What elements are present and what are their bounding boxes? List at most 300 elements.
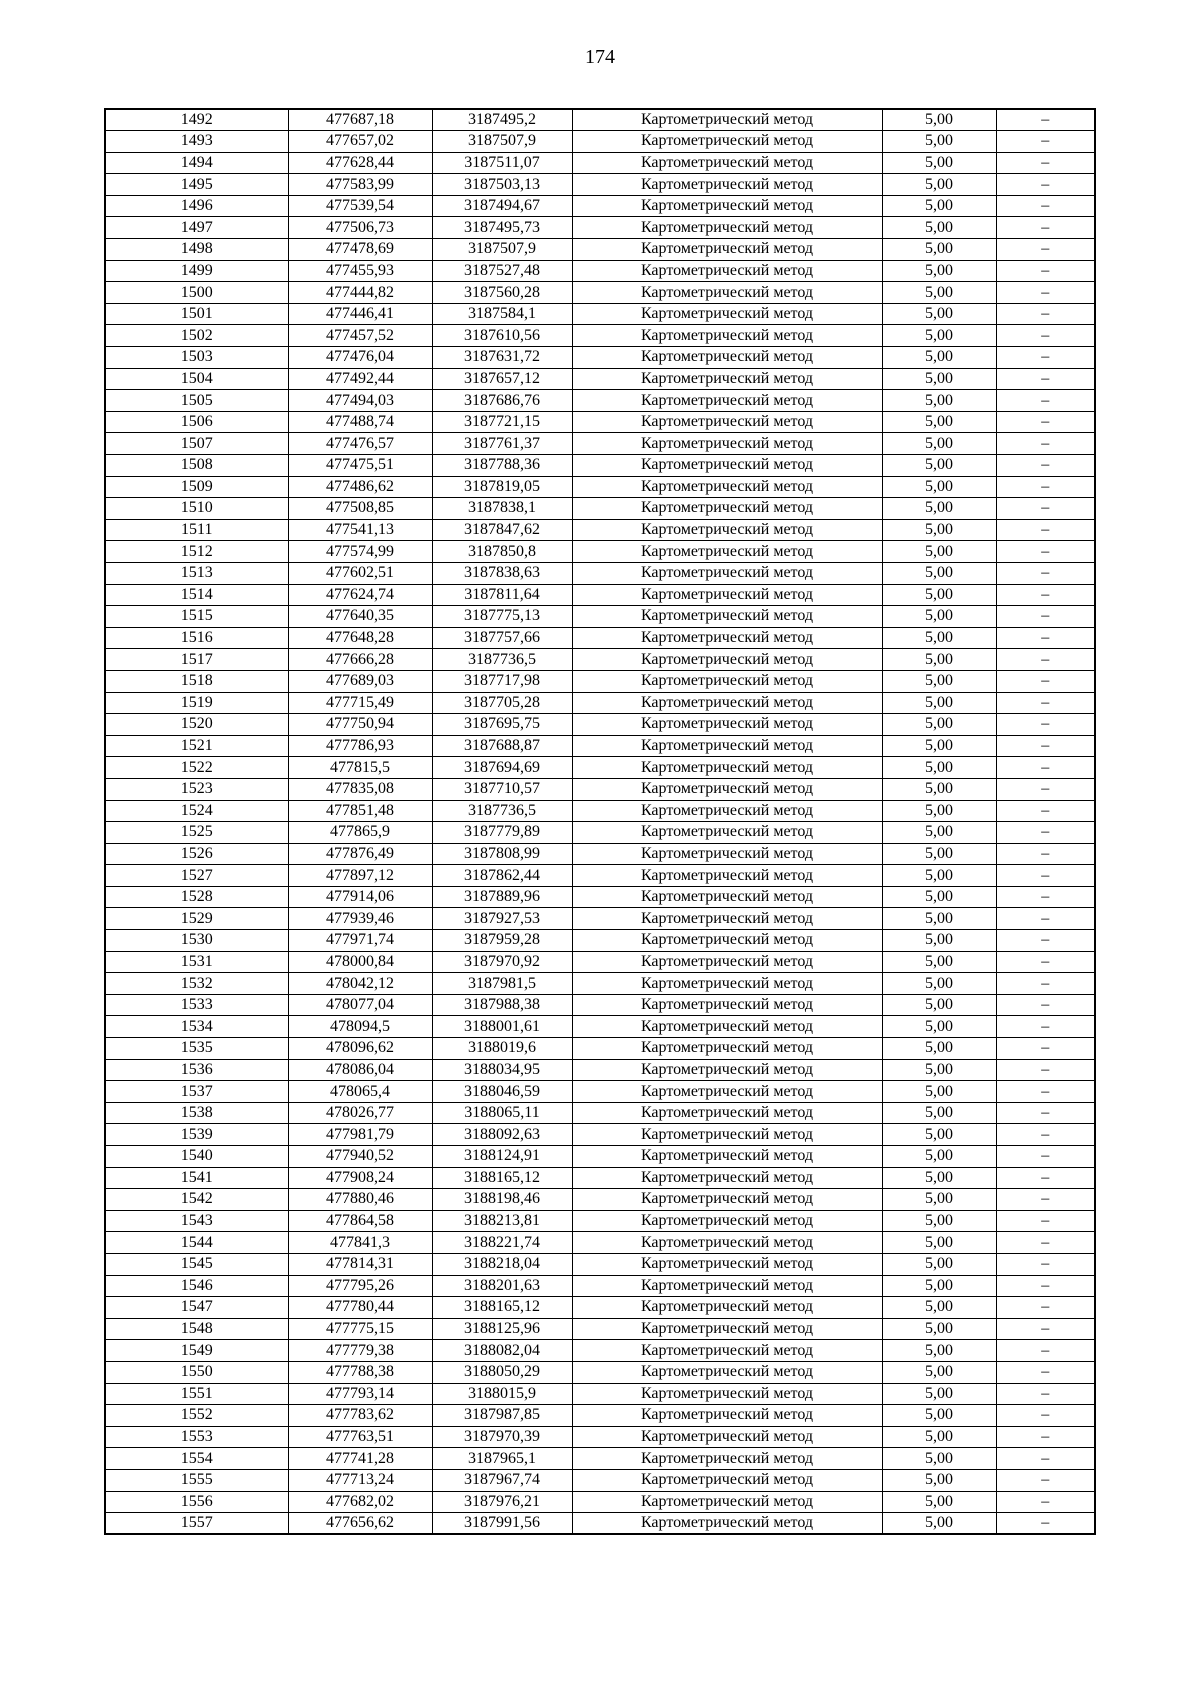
- note-cell: –: [996, 131, 1095, 153]
- accuracy-cell: 5,00: [882, 994, 996, 1016]
- y-coordinate-cell: 3187967,74: [432, 1469, 572, 1491]
- table-row: [105, 1146, 1095, 1168]
- accuracy-cell: 5,00: [882, 174, 996, 196]
- y-coordinate-cell: 3187584,1: [432, 303, 572, 325]
- method-cell: Картометрический метод: [572, 1124, 882, 1146]
- note-cell: –: [996, 1081, 1095, 1103]
- x-coordinate-cell: 477793,14: [288, 1383, 432, 1405]
- point-number-cell: 1539: [105, 1124, 288, 1146]
- note-cell: –: [996, 973, 1095, 995]
- note-cell: –: [996, 152, 1095, 174]
- accuracy-cell: 5,00: [882, 627, 996, 649]
- x-coordinate-cell: 477814,31: [288, 1253, 432, 1275]
- x-coordinate-cell: 477539,54: [288, 195, 432, 217]
- y-coordinate-cell: 3187721,15: [432, 411, 572, 433]
- note-cell: –: [996, 1513, 1095, 1535]
- note-cell: –: [996, 455, 1095, 477]
- y-coordinate-cell: 3187838,1: [432, 498, 572, 520]
- table-row: [105, 1038, 1095, 1060]
- method-cell: Картометрический метод: [572, 152, 882, 174]
- x-coordinate-cell: 478086,04: [288, 1059, 432, 1081]
- table-row: [105, 1383, 1095, 1405]
- y-coordinate-cell: 3187850,8: [432, 541, 572, 563]
- note-cell: –: [996, 1361, 1095, 1383]
- note-cell: –: [996, 757, 1095, 779]
- note-cell: –: [996, 325, 1095, 347]
- x-coordinate-cell: 477835,08: [288, 778, 432, 800]
- method-cell: Картометрический метод: [572, 131, 882, 153]
- table-row: [105, 152, 1095, 174]
- table-row: [105, 347, 1095, 369]
- x-coordinate-cell: 478042,12: [288, 973, 432, 995]
- note-cell: –: [996, 714, 1095, 736]
- y-coordinate-cell: 3187976,21: [432, 1491, 572, 1513]
- accuracy-cell: 5,00: [882, 325, 996, 347]
- point-number-cell: 1551: [105, 1383, 288, 1405]
- accuracy-cell: 5,00: [882, 1124, 996, 1146]
- note-cell: –: [996, 390, 1095, 412]
- x-coordinate-cell: 477783,62: [288, 1405, 432, 1427]
- note-cell: –: [996, 606, 1095, 628]
- y-coordinate-cell: 3187507,9: [432, 131, 572, 153]
- y-coordinate-cell: 3188092,63: [432, 1124, 572, 1146]
- table-row: [105, 1124, 1095, 1146]
- y-coordinate-cell: 3188165,12: [432, 1167, 572, 1189]
- method-cell: Картометрический метод: [572, 973, 882, 995]
- y-coordinate-cell: 3187991,56: [432, 1513, 572, 1535]
- x-coordinate-cell: 478096,62: [288, 1038, 432, 1060]
- accuracy-cell: 5,00: [882, 930, 996, 952]
- table-row: [105, 627, 1095, 649]
- note-cell: –: [996, 649, 1095, 671]
- table-row: [105, 476, 1095, 498]
- x-coordinate-cell: 477574,99: [288, 541, 432, 563]
- table-row: [105, 1340, 1095, 1362]
- method-cell: Картометрический метод: [572, 714, 882, 736]
- accuracy-cell: 5,00: [882, 973, 996, 995]
- note-cell: –: [996, 1146, 1095, 1168]
- accuracy-cell: 5,00: [882, 843, 996, 865]
- note-cell: –: [996, 282, 1095, 304]
- x-coordinate-cell: 478077,04: [288, 994, 432, 1016]
- table-row: [105, 606, 1095, 628]
- accuracy-cell: 5,00: [882, 649, 996, 671]
- method-cell: Картометрический метод: [572, 1275, 882, 1297]
- method-cell: Картометрический метод: [572, 390, 882, 412]
- table-row: [105, 519, 1095, 541]
- x-coordinate-cell: 477971,74: [288, 930, 432, 952]
- table-row: [105, 1102, 1095, 1124]
- point-number-cell: 1531: [105, 951, 288, 973]
- point-number-cell: 1545: [105, 1253, 288, 1275]
- method-cell: Картометрический метод: [572, 606, 882, 628]
- y-coordinate-cell: 3187688,87: [432, 735, 572, 757]
- method-cell: Картометрический метод: [572, 1469, 882, 1491]
- y-coordinate-cell: 3187494,67: [432, 195, 572, 217]
- x-coordinate-cell: 477478,69: [288, 239, 432, 261]
- point-number-cell: 1541: [105, 1167, 288, 1189]
- y-coordinate-cell: 3187511,07: [432, 152, 572, 174]
- accuracy-cell: 5,00: [882, 368, 996, 390]
- point-number-cell: 1538: [105, 1102, 288, 1124]
- y-coordinate-cell: 3188124,91: [432, 1146, 572, 1168]
- x-coordinate-cell: 477628,44: [288, 152, 432, 174]
- table-row: [105, 1189, 1095, 1211]
- coordinates-table-body: [105, 109, 1095, 1534]
- y-coordinate-cell: 3188198,46: [432, 1189, 572, 1211]
- point-number-cell: 1507: [105, 433, 288, 455]
- method-cell: Картометрический метод: [572, 239, 882, 261]
- table-row: [105, 994, 1095, 1016]
- method-cell: Картометрический метод: [572, 195, 882, 217]
- point-number-cell: 1523: [105, 778, 288, 800]
- note-cell: –: [996, 1426, 1095, 1448]
- x-coordinate-cell: 477476,57: [288, 433, 432, 455]
- y-coordinate-cell: 3187775,13: [432, 606, 572, 628]
- method-cell: Картометрический метод: [572, 562, 882, 584]
- point-number-cell: 1530: [105, 930, 288, 952]
- x-coordinate-cell: 477788,38: [288, 1361, 432, 1383]
- accuracy-cell: 5,00: [882, 1081, 996, 1103]
- note-cell: –: [996, 195, 1095, 217]
- method-cell: Картометрический метод: [572, 1189, 882, 1211]
- method-cell: Картометрический метод: [572, 347, 882, 369]
- y-coordinate-cell: 3187959,28: [432, 930, 572, 952]
- y-coordinate-cell: 3188125,96: [432, 1318, 572, 1340]
- x-coordinate-cell: 477648,28: [288, 627, 432, 649]
- note-cell: –: [996, 886, 1095, 908]
- method-cell: Картометрический метод: [572, 217, 882, 239]
- x-coordinate-cell: 477457,52: [288, 325, 432, 347]
- x-coordinate-cell: 478065,4: [288, 1081, 432, 1103]
- point-number-cell: 1501: [105, 303, 288, 325]
- table-row: [105, 1059, 1095, 1081]
- x-coordinate-cell: 477851,48: [288, 800, 432, 822]
- table-row: [105, 1361, 1095, 1383]
- x-coordinate-cell: 477914,06: [288, 886, 432, 908]
- table-row: [105, 1513, 1095, 1535]
- method-cell: Картометрический метод: [572, 411, 882, 433]
- method-cell: Картометрический метод: [572, 109, 882, 131]
- accuracy-cell: 5,00: [882, 217, 996, 239]
- method-cell: Картометрический метод: [572, 1016, 882, 1038]
- point-number-cell: 1534: [105, 1016, 288, 1038]
- x-coordinate-cell: 477488,74: [288, 411, 432, 433]
- method-cell: Картометрический метод: [572, 1253, 882, 1275]
- accuracy-cell: 5,00: [882, 1405, 996, 1427]
- table-row: [105, 195, 1095, 217]
- x-coordinate-cell: 477864,58: [288, 1210, 432, 1232]
- note-cell: –: [996, 843, 1095, 865]
- y-coordinate-cell: 3187705,28: [432, 692, 572, 714]
- method-cell: Картометрический метод: [572, 519, 882, 541]
- note-cell: –: [996, 239, 1095, 261]
- y-coordinate-cell: 3187610,56: [432, 325, 572, 347]
- point-number-cell: 1529: [105, 908, 288, 930]
- note-cell: –: [996, 1318, 1095, 1340]
- method-cell: Картометрический метод: [572, 951, 882, 973]
- table-row: [105, 1426, 1095, 1448]
- accuracy-cell: 5,00: [882, 800, 996, 822]
- method-cell: Картометрический метод: [572, 498, 882, 520]
- x-coordinate-cell: 477780,44: [288, 1297, 432, 1319]
- note-cell: –: [996, 865, 1095, 887]
- method-cell: Картометрический метод: [572, 692, 882, 714]
- point-number-cell: 1508: [105, 455, 288, 477]
- point-number-cell: 1494: [105, 152, 288, 174]
- table-row: [105, 692, 1095, 714]
- accuracy-cell: 5,00: [882, 1513, 996, 1535]
- table-row: [105, 714, 1095, 736]
- x-coordinate-cell: 477492,44: [288, 368, 432, 390]
- note-cell: –: [996, 1275, 1095, 1297]
- y-coordinate-cell: 3188221,74: [432, 1232, 572, 1254]
- note-cell: –: [996, 1405, 1095, 1427]
- method-cell: Картометрический метод: [572, 1102, 882, 1124]
- method-cell: Картометрический метод: [572, 627, 882, 649]
- y-coordinate-cell: 3188034,95: [432, 1059, 572, 1081]
- method-cell: Картометрический метод: [572, 822, 882, 844]
- table-row: [105, 1210, 1095, 1232]
- note-cell: –: [996, 174, 1095, 196]
- x-coordinate-cell: 477741,28: [288, 1448, 432, 1470]
- y-coordinate-cell: 3187717,98: [432, 670, 572, 692]
- accuracy-cell: 5,00: [882, 303, 996, 325]
- y-coordinate-cell: 3188218,04: [432, 1253, 572, 1275]
- accuracy-cell: 5,00: [882, 1189, 996, 1211]
- table-row: [105, 217, 1095, 239]
- point-number-cell: 1540: [105, 1146, 288, 1168]
- note-cell: –: [996, 1448, 1095, 1470]
- point-number-cell: 1552: [105, 1405, 288, 1427]
- x-coordinate-cell: 477940,52: [288, 1146, 432, 1168]
- table-row: [105, 498, 1095, 520]
- accuracy-cell: 5,00: [882, 195, 996, 217]
- x-coordinate-cell: 477657,02: [288, 131, 432, 153]
- point-number-cell: 1516: [105, 627, 288, 649]
- accuracy-cell: 5,00: [882, 606, 996, 628]
- method-cell: Картометрический метод: [572, 1426, 882, 1448]
- table-row: [105, 282, 1095, 304]
- y-coordinate-cell: 3187657,12: [432, 368, 572, 390]
- note-cell: –: [996, 1232, 1095, 1254]
- method-cell: Картометрический метод: [572, 778, 882, 800]
- point-number-cell: 1514: [105, 584, 288, 606]
- accuracy-cell: 5,00: [882, 1340, 996, 1362]
- note-cell: –: [996, 519, 1095, 541]
- table-row: [105, 411, 1095, 433]
- accuracy-cell: 5,00: [882, 670, 996, 692]
- y-coordinate-cell: 3188019,6: [432, 1038, 572, 1060]
- x-coordinate-cell: 477687,18: [288, 109, 432, 131]
- method-cell: Картометрический метод: [572, 800, 882, 822]
- y-coordinate-cell: 3187694,69: [432, 757, 572, 779]
- y-coordinate-cell: 3187838,63: [432, 562, 572, 584]
- note-cell: –: [996, 498, 1095, 520]
- x-coordinate-cell: 477908,24: [288, 1167, 432, 1189]
- y-coordinate-cell: 3187710,57: [432, 778, 572, 800]
- table-row: [105, 1491, 1095, 1513]
- y-coordinate-cell: 3187847,62: [432, 519, 572, 541]
- point-number-cell: 1495: [105, 174, 288, 196]
- note-cell: –: [996, 951, 1095, 973]
- accuracy-cell: 5,00: [882, 347, 996, 369]
- y-coordinate-cell: 3187560,28: [432, 282, 572, 304]
- point-number-cell: 1510: [105, 498, 288, 520]
- accuracy-cell: 5,00: [882, 822, 996, 844]
- x-coordinate-cell: 477508,85: [288, 498, 432, 520]
- method-cell: Картометрический метод: [572, 1081, 882, 1103]
- point-number-cell: 1519: [105, 692, 288, 714]
- accuracy-cell: 5,00: [882, 455, 996, 477]
- note-cell: –: [996, 1491, 1095, 1513]
- method-cell: Картометрический метод: [572, 1146, 882, 1168]
- note-cell: –: [996, 1469, 1095, 1491]
- point-number-cell: 1521: [105, 735, 288, 757]
- table-row: [105, 908, 1095, 930]
- point-number-cell: 1504: [105, 368, 288, 390]
- y-coordinate-cell: 3188165,12: [432, 1297, 572, 1319]
- accuracy-cell: 5,00: [882, 1426, 996, 1448]
- note-cell: –: [996, 930, 1095, 952]
- table-row: [105, 886, 1095, 908]
- accuracy-cell: 5,00: [882, 519, 996, 541]
- note-cell: –: [996, 735, 1095, 757]
- method-cell: Картометрический метод: [572, 930, 882, 952]
- table-row: [105, 1297, 1095, 1319]
- accuracy-cell: 5,00: [882, 1059, 996, 1081]
- table-row: [105, 1275, 1095, 1297]
- accuracy-cell: 5,00: [882, 1275, 996, 1297]
- accuracy-cell: 5,00: [882, 1102, 996, 1124]
- table-row: [105, 930, 1095, 952]
- y-coordinate-cell: 3187811,64: [432, 584, 572, 606]
- point-number-cell: 1506: [105, 411, 288, 433]
- point-number-cell: 1509: [105, 476, 288, 498]
- x-coordinate-cell: 477815,5: [288, 757, 432, 779]
- point-number-cell: 1527: [105, 865, 288, 887]
- note-cell: –: [996, 433, 1095, 455]
- x-coordinate-cell: 477689,03: [288, 670, 432, 692]
- table-row: [105, 865, 1095, 887]
- note-cell: –: [996, 1124, 1095, 1146]
- accuracy-cell: 5,00: [882, 1038, 996, 1060]
- table-row: [105, 174, 1095, 196]
- method-cell: Картометрический метод: [572, 843, 882, 865]
- note-cell: –: [996, 411, 1095, 433]
- table-row: [105, 1016, 1095, 1038]
- accuracy-cell: 5,00: [882, 1253, 996, 1275]
- method-cell: Картометрический метод: [572, 994, 882, 1016]
- accuracy-cell: 5,00: [882, 908, 996, 930]
- table-row: [105, 973, 1095, 995]
- x-coordinate-cell: 477455,93: [288, 260, 432, 282]
- x-coordinate-cell: 477640,35: [288, 606, 432, 628]
- x-coordinate-cell: 477841,3: [288, 1232, 432, 1254]
- table-row: [105, 390, 1095, 412]
- method-cell: Картометрический метод: [572, 1297, 882, 1319]
- table-row: [105, 670, 1095, 692]
- table-row: [105, 1081, 1095, 1103]
- table-row: [105, 1448, 1095, 1470]
- x-coordinate-cell: 477682,02: [288, 1491, 432, 1513]
- y-coordinate-cell: 3187779,89: [432, 822, 572, 844]
- accuracy-cell: 5,00: [882, 1232, 996, 1254]
- note-cell: –: [996, 303, 1095, 325]
- note-cell: –: [996, 1038, 1095, 1060]
- table-row: [105, 131, 1095, 153]
- point-number-cell: 1522: [105, 757, 288, 779]
- note-cell: –: [996, 1167, 1095, 1189]
- table-row: [105, 562, 1095, 584]
- point-number-cell: 1513: [105, 562, 288, 584]
- method-cell: Картометрический метод: [572, 1232, 882, 1254]
- point-number-cell: 1547: [105, 1297, 288, 1319]
- point-number-cell: 1537: [105, 1081, 288, 1103]
- method-cell: Картометрический метод: [572, 282, 882, 304]
- method-cell: Картометрический метод: [572, 476, 882, 498]
- note-cell: –: [996, 217, 1095, 239]
- y-coordinate-cell: 3187631,72: [432, 347, 572, 369]
- point-number-cell: 1517: [105, 649, 288, 671]
- y-coordinate-cell: 3188065,11: [432, 1102, 572, 1124]
- point-number-cell: 1518: [105, 670, 288, 692]
- method-cell: Картометрический метод: [572, 1448, 882, 1470]
- accuracy-cell: 5,00: [882, 735, 996, 757]
- point-number-cell: 1526: [105, 843, 288, 865]
- x-coordinate-cell: 477786,93: [288, 735, 432, 757]
- point-number-cell: 1536: [105, 1059, 288, 1081]
- y-coordinate-cell: 3187981,5: [432, 973, 572, 995]
- point-number-cell: 1548: [105, 1318, 288, 1340]
- x-coordinate-cell: 477486,62: [288, 476, 432, 498]
- note-cell: –: [996, 627, 1095, 649]
- note-cell: –: [996, 994, 1095, 1016]
- y-coordinate-cell: 3188050,29: [432, 1361, 572, 1383]
- x-coordinate-cell: 478000,84: [288, 951, 432, 973]
- y-coordinate-cell: 3188082,04: [432, 1340, 572, 1362]
- point-number-cell: 1533: [105, 994, 288, 1016]
- x-coordinate-cell: 477656,62: [288, 1513, 432, 1535]
- table-row: [105, 541, 1095, 563]
- method-cell: Картометрический метод: [572, 649, 882, 671]
- method-cell: Картометрический метод: [572, 1513, 882, 1535]
- y-coordinate-cell: 3187736,5: [432, 649, 572, 671]
- x-coordinate-cell: 477715,49: [288, 692, 432, 714]
- table-row: [105, 1469, 1095, 1491]
- note-cell: –: [996, 1016, 1095, 1038]
- y-coordinate-cell: 3187695,75: [432, 714, 572, 736]
- x-coordinate-cell: 477541,13: [288, 519, 432, 541]
- x-coordinate-cell: 477475,51: [288, 455, 432, 477]
- accuracy-cell: 5,00: [882, 1318, 996, 1340]
- x-coordinate-cell: 477981,79: [288, 1124, 432, 1146]
- accuracy-cell: 5,00: [882, 260, 996, 282]
- table-row: [105, 1253, 1095, 1275]
- accuracy-cell: 5,00: [882, 886, 996, 908]
- table-row: [105, 584, 1095, 606]
- note-cell: –: [996, 109, 1095, 131]
- point-number-cell: 1542: [105, 1189, 288, 1211]
- method-cell: Картометрический метод: [572, 670, 882, 692]
- x-coordinate-cell: 477939,46: [288, 908, 432, 930]
- method-cell: Картометрический метод: [572, 174, 882, 196]
- point-number-cell: 1554: [105, 1448, 288, 1470]
- point-number-cell: 1557: [105, 1513, 288, 1535]
- method-cell: Картометрический метод: [572, 1361, 882, 1383]
- table-row: [105, 1318, 1095, 1340]
- method-cell: Картометрический метод: [572, 325, 882, 347]
